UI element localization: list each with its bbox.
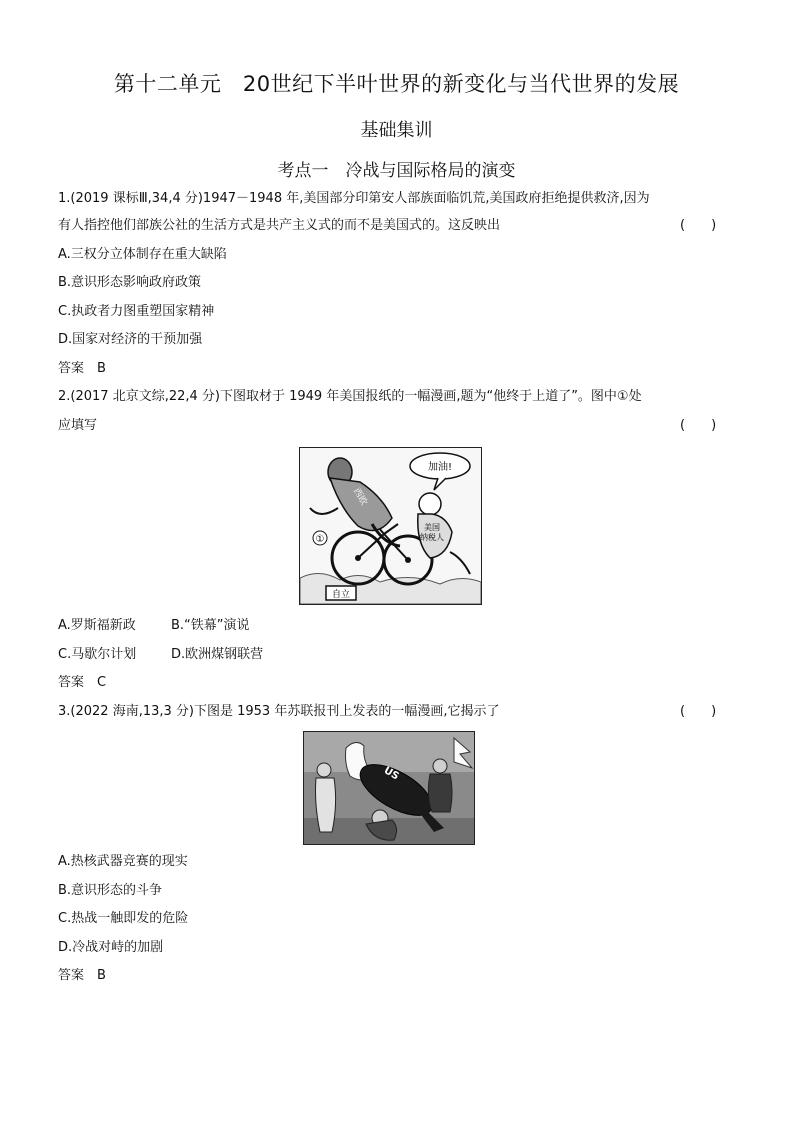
topic-title: 考点一 冷战与国际格局的演变 [277,161,516,181]
q3-bomb-label: US [381,765,401,783]
q2-option-a: A.罗斯福新政 [58,618,136,633]
q3-option-d: D.冷战对峙的加剧 [58,940,164,955]
q2-speech-text: 加油! [427,462,453,473]
q2-answer: 答案 C [58,675,107,690]
q3-option-a: A.热核武器竞赛的现实 [58,854,188,869]
q3-cartoon [303,731,475,845]
q2-cartoon [299,447,482,605]
q2-stem-line2: 应填写 [58,418,98,433]
q2-option-b: B.“铁幕”演说 [171,618,250,633]
q2-stem-line1: 2.(2017 北京文综,22,4 分)下图取材于 1949 年美国报纸的一幅漫画,题为“他终于上道了”。图中①处 [58,389,642,404]
q2-sign: 自立 [331,590,351,600]
q3-answer: 答案 B [58,968,106,983]
q1-option-b: B.意识形态影响政府政策 [58,275,202,290]
q2-marker: ① [315,534,325,545]
q2-answer-blank: ( ) [680,418,717,433]
q3-option-c: C.热战一触即发的危险 [58,911,189,926]
q2-option-d: D.欧洲煤钢联营 [171,647,264,662]
q3-cartoon-drawing [304,732,474,844]
q2-option-c: C.马歇尔计划 [58,647,137,662]
unit-title: 第十二单元 20世纪下半叶世界的新变化与当代世界的发展 [113,72,680,96]
q2-rider-label: 西欧 [350,486,369,508]
q1-option-a: A.三权分立体制存在重大缺陷 [58,247,227,262]
q1-stem-line2: 有人指控他们部族公社的生活方式是共产主义式的而不是美国式的。这反映出 [58,218,501,233]
q2-cartoon-drawing [300,448,481,604]
q1-option-d: D.国家对经济的干预加强 [58,332,203,347]
q1-stem-line1: 1.(2019 课标Ⅲ,34,4 分)1947－1948 年,美国部分印第安人部族面临饥荒,美国政府拒绝提供救济,因为 [58,191,650,206]
q1-answer-blank: ( ) [680,218,717,233]
q3-option-b: B.意识形态的斗争 [58,883,163,898]
q1-option-c: C.执政者力图重塑国家精神 [58,304,215,319]
q3-answer-blank: ( ) [680,704,717,719]
section-title: 基础集训 [360,120,433,141]
q3-stem-line1: 3.(2022 海南,13,3 分)下图是 1953 年苏联报刊上发表的一幅漫画,它揭示了 [58,704,500,719]
q1-answer: 答案 B [58,361,106,376]
q2-taxpayer-label-2: 纳税人 [420,533,444,542]
q2-taxpayer-label-1: 美国 [424,523,440,532]
